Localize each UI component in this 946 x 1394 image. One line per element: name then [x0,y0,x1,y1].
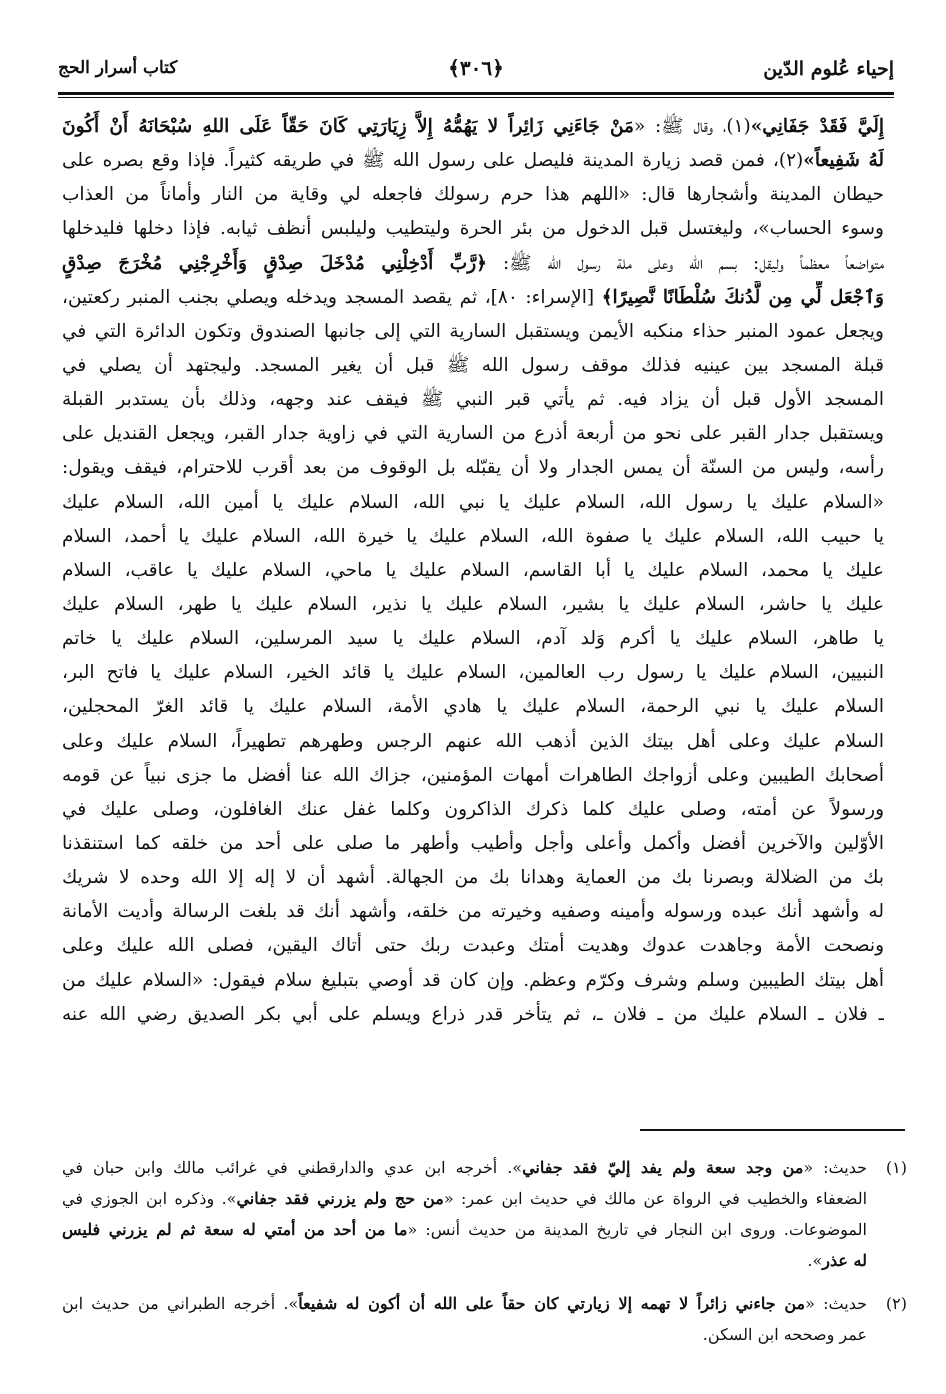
text-segment: عليك يا حاشر، السلام عليك يا بشير، السلام عليك يا نذير، السلام عليك يا طهر، السلام عليك [62,593,884,615]
text-line [62,349,884,383]
text-line [62,929,884,963]
text-segment: رأسه، وليس من السنّة أن يمس الجدار ولا أن يقبّله بل الوقوف من بعد أقرب للاحترام، فيقف ويقول: [62,457,884,479]
text-line [62,656,884,690]
text-segment: حيطان المدينة وأشجارها قال: «اللهم هذا حرم رسولك فاجعله لي وقاية من النار وأماناً من العذاب [62,184,884,206]
text-segment: السلام عليك وعلى أهل بيتك الذين أذهب الله عنهم الرجس وطهرهم تطهيراً، السلام عليك وعلى [62,730,884,752]
text-line [62,554,884,588]
text-segment: «السلام عليك يا رسول الله، السلام عليك يا نبي الله، السلام عليك يا أمين الله، السلام عليك [62,491,884,513]
footnote-line [62,1183,867,1214]
text-segment: الأوّلين والآخرين أفضل وأكمل وأعلى وأجل وأطيب وأطهر ما صلى على أحد من خلقه كما استنقذنا [62,832,884,854]
text-line [62,417,884,451]
footnote-line [62,1245,867,1276]
text-segment: قبلة المسجد بين عينيه فذلك موقف رسول الله ﷺ قبل أن يغير المسجد. وليجتهد أن يصلي في [62,354,884,376]
text-line [62,690,884,724]
text-segment: الضعفاء والخطيب في الرواة عن مالك في حديث ابن عمر: « [443,1189,867,1208]
chapter-title: كتاب أسرار الحج [58,58,178,78]
text-segment: من وجد سعة ولم يفد إليّ فقد جفاني [522,1158,804,1177]
text-segment: الموضوعات. وروى ابن النجار في تاريخ المدينة من حديث أنس: « [407,1220,867,1239]
text-segment: ـ فلان ـ السلام عليك من ـ فلان ـ، ثم يتأخر قدر ذراع ويسلم على أبي بكر الصديق رضي الله عنه [62,1003,884,1025]
text-segment: من جاءني زائراً لا تهمه إلا زيارتي كان حقاً على الله أن أكون له شفيعاً [298,1294,806,1313]
text-segment: لَهُ شَفِيعاً» [803,150,884,172]
text-segment: عليك يا محمد، السلام عليك يا أبا القاسم، السلام عليك يا ماحي، السلام عليك يا عاقب، السلام [62,559,884,581]
text-line [62,725,884,759]
text-segment: النبيين، السلام عليك يا رسول رب العالمين، السلام عليك يا قائد الخير، السلام عليك يا فاتح البر، [62,662,884,684]
text-segment: ما من أحد من أمتي له سعة ثم لم يزرني فليس [62,1220,408,1239]
page-header [58,56,894,86]
text-segment: وسوء الحساب»، وليغتسل قبل الدخول من بئر الحرة وليتطيب وليلبس أنظف ثيابه. فإذا دخلها فليدخلها [62,218,884,240]
text-segment: (٢)، فمن قصد زيارة المدينة فليصل على رسول الله ﷺ في طريقه كثيراً. فإذا وقع بصره على [62,150,804,172]
text-line [62,622,884,656]
text-segment: (١)، وقال ﷺ: « [633,116,751,137]
text-segment: حديث: « [803,1158,867,1177]
text-line [62,588,884,622]
text-line [62,451,884,485]
text-segment: عمر وصححه ابن السكن. [702,1325,867,1344]
text-segment: ورسولاً عن أمته، وصلى عليك كلما ذكرك الذاكرون وكلما غفل عنك الغافلون، وصلى عليك في [62,798,884,820]
footnote [62,1152,907,1276]
text-segment: إِلَيَّ فَقَدْ جَفَانِي» [750,116,884,137]
text-line [62,861,884,895]
text-segment: ويستقبل جدار القبر على نحو من أربعة أذرع من السارية التي في زاوية جدار القبر، ويجعل القنديل على [62,423,884,445]
text-line [62,998,884,1032]
text-line [62,520,884,554]
page-number: ﴿٣٠٦﴾ [448,56,504,80]
footnote-line [62,1152,867,1183]
book-title: إحياء عُلوم الدّين [763,58,894,80]
footnote [62,1288,907,1350]
text-line [62,895,884,929]
text-segment: ويجعل عمود المنبر حذاء منكبه الأيمن ويستقبل السارية التي إلى جانبها الصندوق وتكون الدائرة التي في [62,320,884,342]
text-line [62,793,884,827]
footnote-line [62,1319,867,1350]
text-segment: ». [807,1251,823,1270]
text-line [62,281,884,315]
text-segment: مَنْ جَاءَنِي زَائِراً لا يَهُمُّهُ إِلاَّ زِيَارَتِي كَانَ حَقّاً عَلَى اللهِ سُبْحَانَهُ أَنْ أَكُونَ [62,116,634,137]
text-segment: ﴿رَّبِّ أَدْخِلْنِي مُدْخَلَ صِدْقٍ وَأَخْرِجْنِي مُخْرَجَ صِدْقٍ [62,252,488,274]
text-line [62,383,884,417]
footnote-number: (٢) [885,1294,907,1313]
text-segment: متواضعاً معظماً وليقل: بسم الله وعلى ملة رسول الله ﷺ: [487,252,884,274]
text-segment: من حج ولم يزرني فقد جفاني [236,1189,444,1208]
text-line [62,315,884,349]
text-segment: السلام عليك يا نبي الرحمة، السلام عليك يا هادي الأمة، السلام عليك يا قائد الغرّ المحجلين، [62,696,884,718]
footnotes [62,1152,907,1362]
text-segment: له وأشهد أنك عبده ورسوله وأمينه وصفيه وخيرته من خلقه، وأشهد أنك قد بلغت الرسالة وأديت الأمانة [62,901,884,923]
text-segment: بك من الضلالة وبصرنا بك من العماية وهدانا بك من الجهالة. أشهد أن لا إله إلا الله وحده لا شريك [62,867,884,889]
text-segment: يا طاهر، السلام عليك يا أكرم وَلد آدم، السلام عليك يا سيد المرسلين، السلام عليك يا خاتم [62,628,884,650]
text-line [62,486,884,520]
main-text [62,110,884,1032]
text-line [62,110,884,144]
footnote-line [62,1214,867,1245]
text-segment: [الإسراء: ٨٠]، ثم يقصد المسجد ويدخله ويصلي بجنب المنبر ركعتين، [62,286,602,308]
text-segment: ». أخرجه الطبراني من حديث ابن [62,1294,299,1313]
text-segment: ». وذكره ابن الجوزي في [62,1189,237,1208]
text-segment: المسجد الأول قبل أن يزاد فيه. ثم يأتي قبر النبي ﷺ فيقف عند وجهه، وذلك بأن يستدبر القبلة [62,389,884,411]
text-line [62,759,884,793]
text-segment: يا حبيب الله، السلام عليك يا صفوة الله، السلام عليك يا خيرة الله، السلام عليك يا أحمد، السلام [62,525,884,547]
footnote-number: (١) [885,1158,907,1177]
text-line [62,178,884,212]
footnote-line [62,1288,867,1319]
text-segment: حديث: « [805,1294,867,1313]
text-segment: له عذر [822,1251,867,1270]
text-segment: أصحابك الطيبين وعلى أزواجك الطاهرات أمهات المؤمنين، جزاك الله عنا أفضل ما جزى نبياً عن قومه [62,764,884,786]
text-line [62,827,884,861]
text-line [62,964,884,998]
text-line [62,144,884,178]
footnote-separator [640,1129,905,1131]
text-line [62,247,884,281]
text-line [62,212,884,246]
text-segment: ونصحت الأمة وجاهدت عدوك وهديت أمتك وعبدت ربك حتى أتاك اليقين، فصلى الله عليك وعلى [62,935,884,957]
text-segment: أهل بيتك الطيبين وسلم وشرف وكرّم وعظم. وإن كان قد أوصي بتبليغ سلام فيقول: «السلام عليك من [62,969,884,991]
header-rule [58,92,894,98]
text-segment: ». أخرجه ابن عدي والدارقطني في غرائب مالك وابن حبان في [62,1158,523,1177]
text-segment: وَٱجْعَل لِّي مِن لَّدُنكَ سُلْطَانًا نَّصِيرًا﴾ [601,286,884,308]
